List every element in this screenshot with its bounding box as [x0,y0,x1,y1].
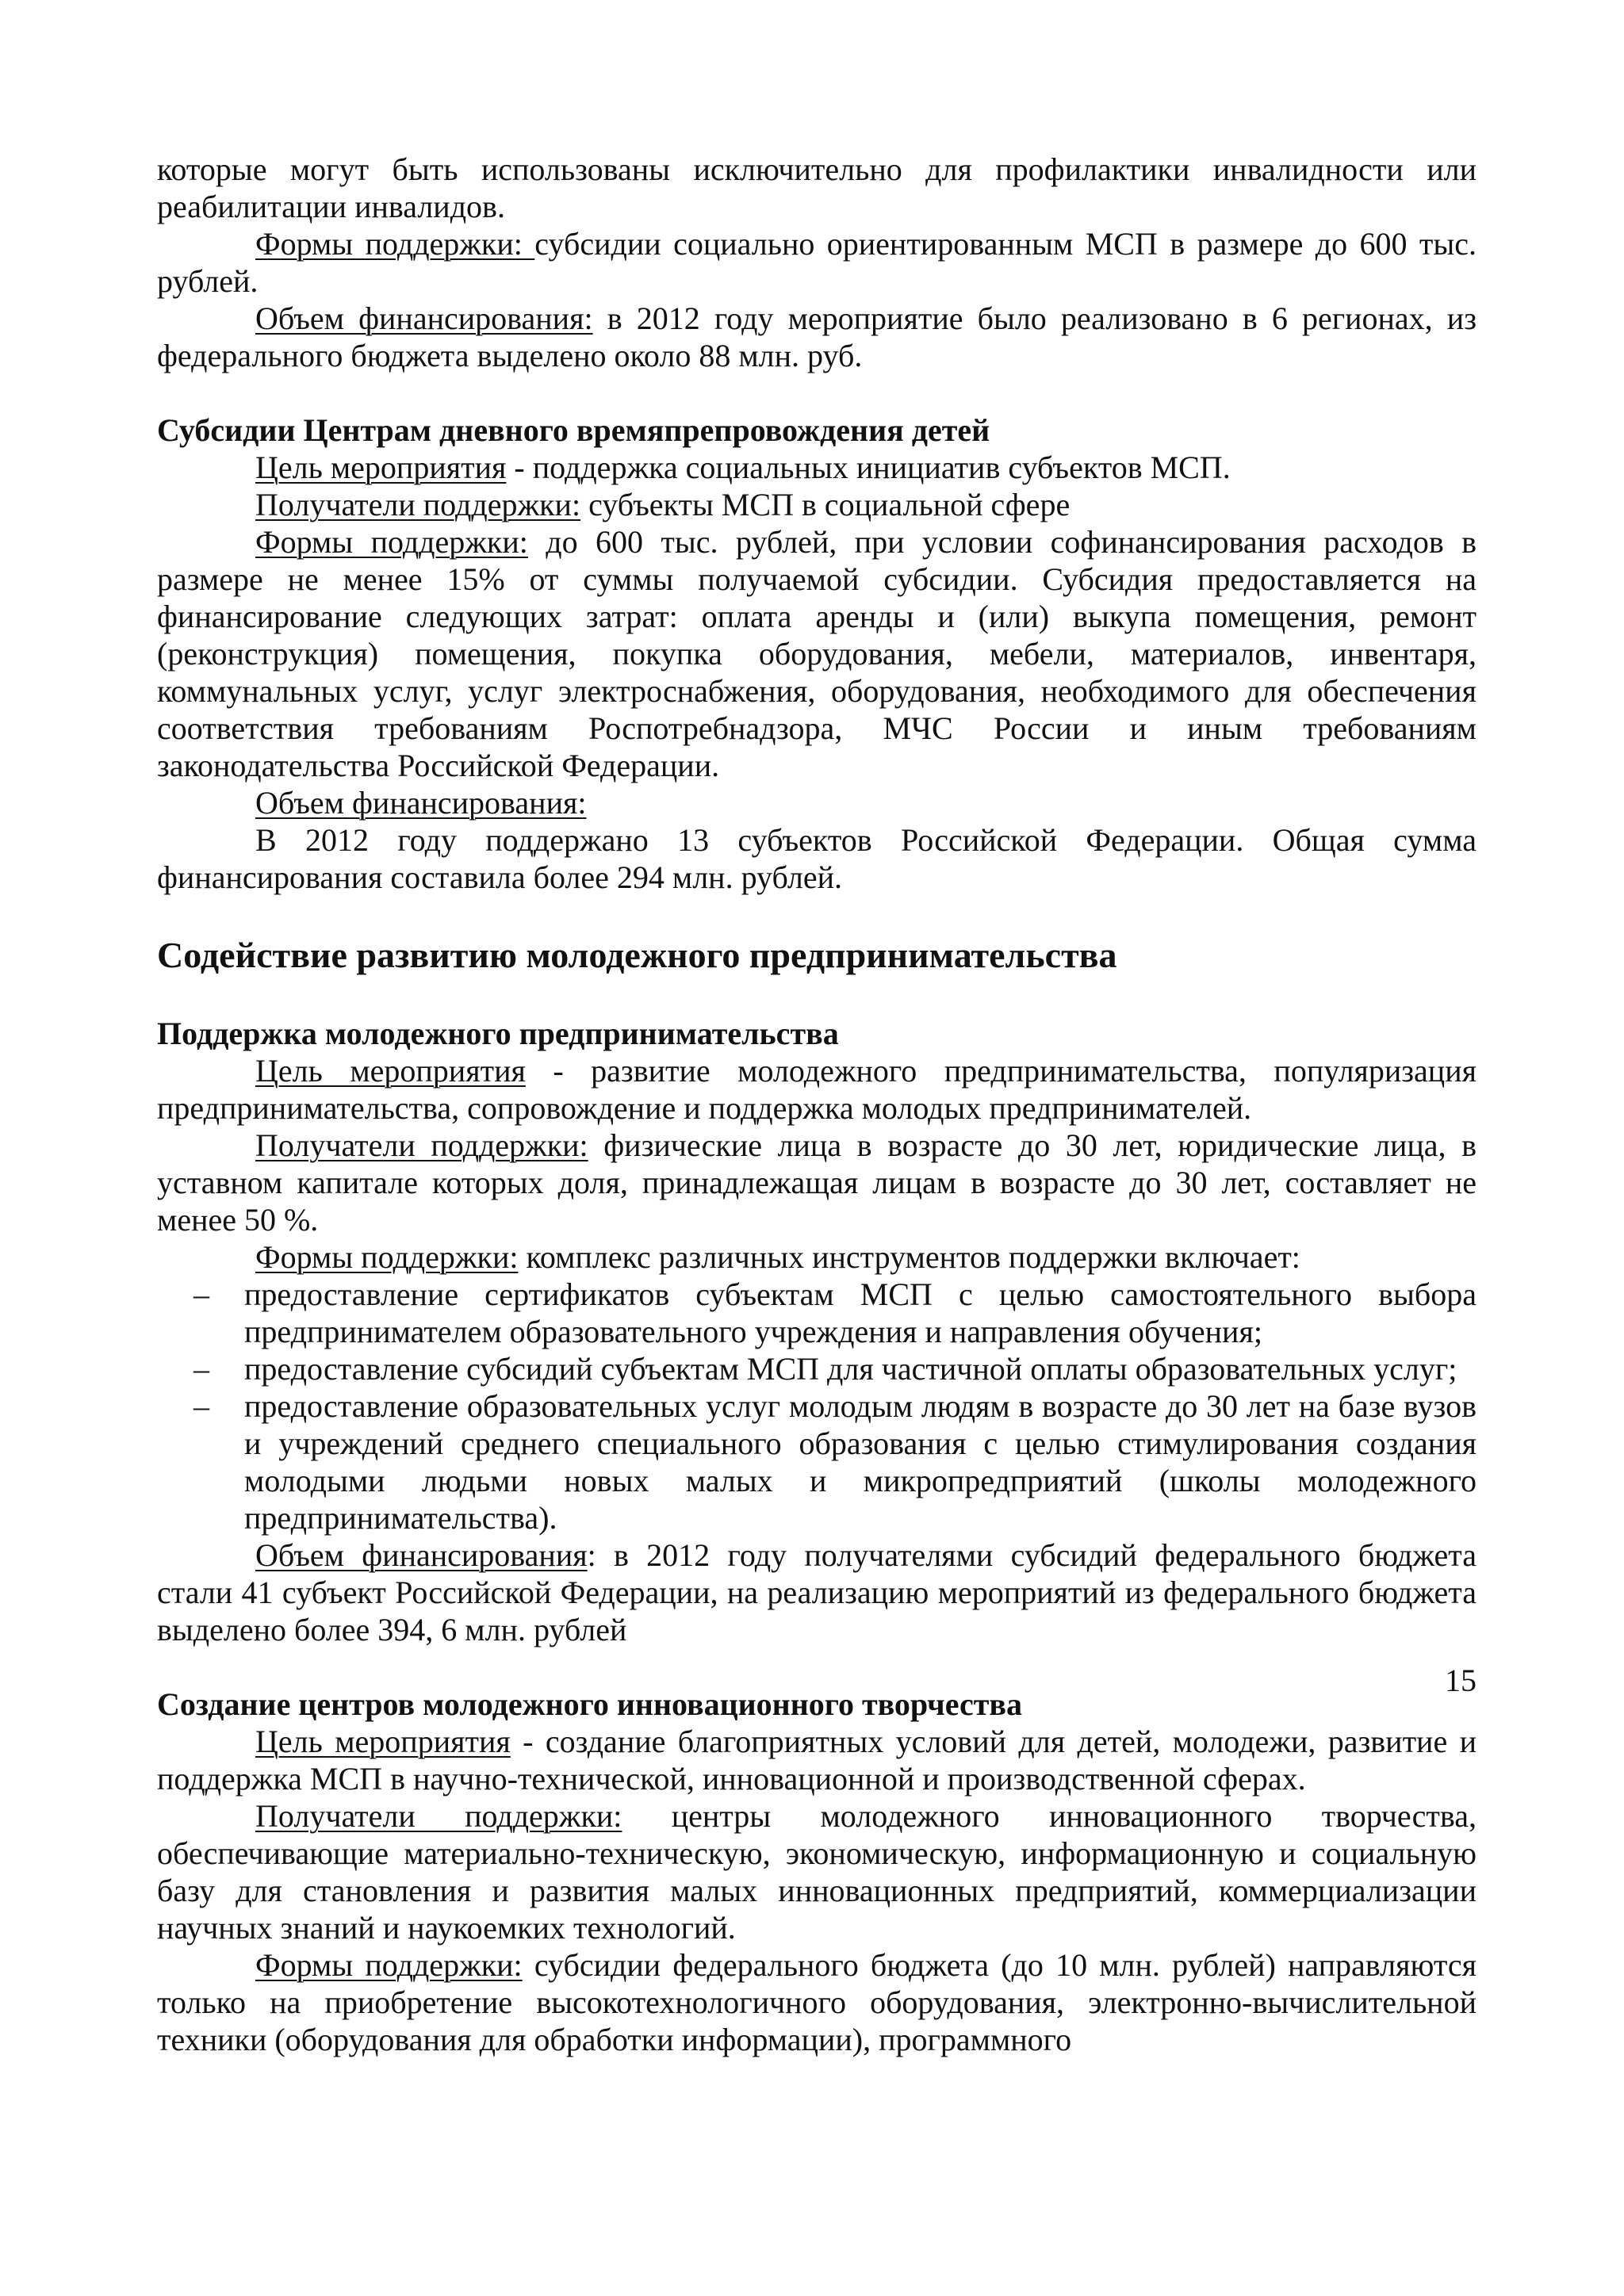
youth-support-forms-text: комплекс различных инструментов поддержки включает: [518,1239,1300,1275]
list-item [157,1350,1477,1387]
intro-funding-label: Объем финансирования: [255,300,593,336]
list-item [157,1276,1477,1350]
youth-support-list [157,1276,1477,1536]
innovation-centers-recipients-text: центры молодежного инновационного творчества, обеспечивающие материально-техническую, экономическую, информационную и социальную базу для становления и развития малых инновационных предприятий, коммерциализации научных знаний и наукоемких технологий. [157,1798,1477,1946]
youth-support-goal-text: - развитие молодежного предпринимательства, популяризация предпринимательства, сопровождение и поддержка молодых предпринимателей. [157,1053,1477,1126]
centers-day-funding-text: В 2012 году поддержано 13 субъектов Российской Федерации. Общая сумма финансирования составила более 294 млн. рублей. [157,822,1477,895]
youth-support-goal-label: Цель мероприятия [255,1053,526,1089]
centers-day-forms-label: Формы поддержки: [255,524,528,560]
page-number: 15 [1445,1663,1477,1698]
spacer [157,978,1477,1015]
innovation-centers-goal-label: Цель мероприятия [255,1724,511,1759]
list-item [157,1387,1477,1536]
spacer [157,896,1477,933]
list-item-text: предоставление субсидий субъектам МСП для частичной оплаты образовательных услуг; [244,1351,1457,1387]
spacer [157,374,1477,411]
innovation-centers-forms-label: Формы поддержки: [255,1947,523,1983]
dash-bullet: – [193,1276,209,1312]
list-item-text: предоставление образовательных услуг молодым людям в возрасте до 30 лет на базе вузов и учреждений среднего специального образования с целью стимулирования создания молодыми людьми новых малых и микропредприятий (школы молодежного предпринимательства). [244,1388,1477,1536]
youth-support-forms [157,1238,1477,1276]
centers-day-recipients-text: субъекты МСП в социальной сфере [580,487,1071,522]
section-title: Содействие развитию молодежного предпринимательства [157,935,1117,975]
youth-support-goal [157,1052,1477,1127]
innovation-centers-forms [157,1946,1477,2058]
intro-forms-text: субсидии социально ориентированным МСП в размере до 600 тыс. рублей. [157,226,1477,299]
intro-forms-paragraph [157,225,1477,300]
youth-support-funding-text: : в 2012 году получателями субсидий федерального бюджета стали 41 субъект Российской Федерации, на реализацию мероприятий из федерального бюджета выделено более 394, 6 млн. рублей [157,1537,1477,1647]
innovation-centers-heading: Создание центров молодежного инновационного творчества [157,1686,1022,1722]
intro-funding-paragraph [157,300,1477,374]
centers-day-funding-label-paragraph [157,784,1477,821]
youth-support-funding [157,1536,1477,1648]
innovation-centers-recipients [157,1797,1477,1946]
centers-day-recipients-label: Получатели поддержки: [255,487,581,522]
centers-day-goal [157,449,1477,486]
dash-bullet: – [193,1351,209,1387]
centers-day-goal-label: Цель мероприятия [255,450,507,485]
centers-day-funding-label: Объем финансирования: [255,785,587,821]
document-page [157,151,1477,2058]
centers-day-recipients [157,486,1477,523]
centers-day-forms [157,523,1477,784]
youth-support-forms-label: Формы поддержки: [255,1239,519,1275]
youth-support-heading: Поддержка молодежного предпринимательства [157,1016,839,1051]
youth-support-recipients-label: Получатели поддержки: [255,1127,588,1163]
youth-support-recipients-text: физические лица в возрасте до 30 лет, юридические лица, в уставном капитале которых доля, принадлежащая лицам в возрасте до 30 лет, составляет не менее 50 %. [157,1127,1477,1238]
innovation-centers-goal-text: - создание благоприятных условий для детей, молодежи, развитие и поддержка МСП в научно-технической, инновационной и производственной сферах. [157,1724,1477,1797]
centers-day-forms-text: до 600 тыс. рублей, при условии софинансирования расходов в размере не менее 15% от суммы получаемой субсидии. Субсидия предоставляется на финансирование следующих затрат: оплата аренды и (или) выкупа помещения, ремонт (реконструкция) помещения, покупка оборудования, мебели, материалов, инвентаря, коммунальных услуг, услуг электроснабжения, оборудования, необходимого для обеспечения соответствия требованиям Роспотребнадзора, МЧС России и иным требованиям законодательства Российской Федерации. [157,524,1477,783]
innovation-centers-goal [157,1723,1477,1797]
spacer [157,1648,1477,1686]
list-item-text: предоставление сертификатов субъектам МСП с целью самостоятельного выбора предпринимателем образовательного учреждения и направления обучения; [244,1276,1477,1349]
intro-funding-text: в 2012 году мероприятие было реализовано в 6 регионах, из федерального бюджета выделено около 88 млн. руб. [157,300,1477,373]
dash-bullet: – [193,1388,209,1424]
youth-support-recipients [157,1127,1477,1238]
youth-support-funding-label: Объем финансирования [255,1537,588,1573]
intro-paragraph: которые могут быть использованы исключительно для профилактики инвалидности или реабилитации инвалидов. [157,151,1477,224]
innovation-centers-recipients-label: Получатели поддержки: [255,1798,622,1834]
centers-day-goal-text: - поддержка социальных инициатив субъектов МСП. [506,450,1231,485]
centers-day-heading: Субсидии Центрам дневного времяпрепровождения детей [157,412,990,448]
innovation-centers-forms-text: субсидии федерального бюджета (до 10 млн. рублей) направляются только на приобретение высокотехнологичного оборудования, электронно-вычислительной техники (оборудования для обработки информации), программного [157,1947,1477,2057]
intro-forms-label: Формы поддержки: [255,226,535,262]
